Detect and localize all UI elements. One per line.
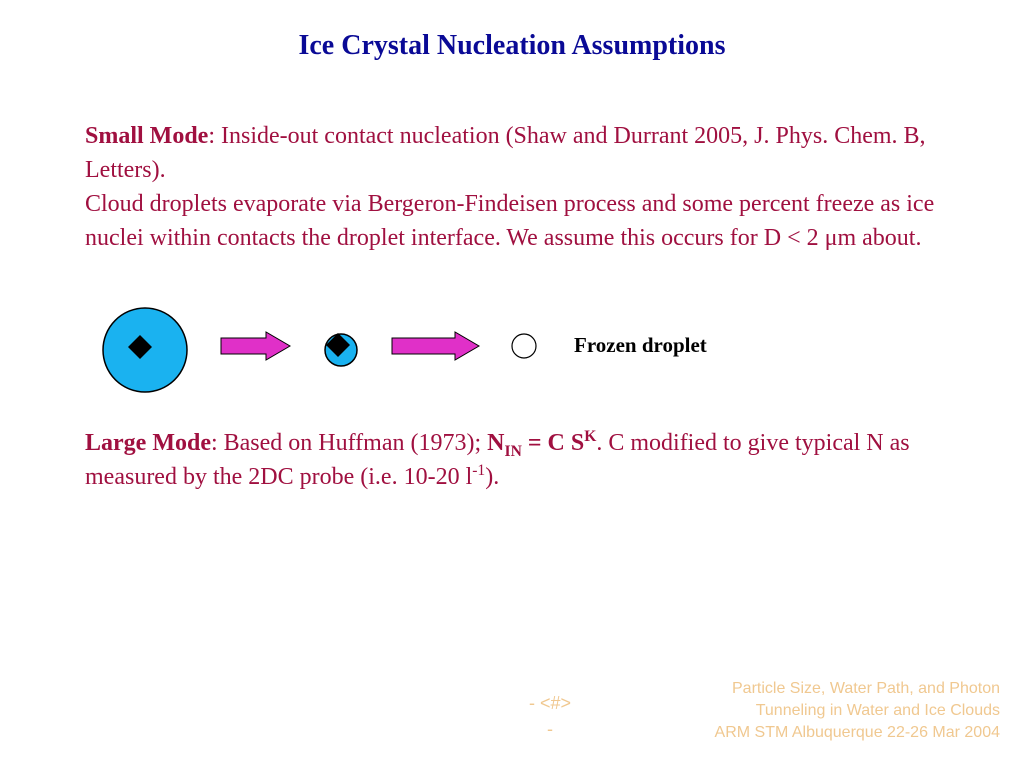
formula bbox=[487, 428, 597, 460]
formula-n: N bbox=[487, 430, 505, 456]
large-mode-label: Large Mode bbox=[85, 430, 211, 456]
small-mode-text: : Inside-out contact nucleation (Shaw and Durrant 2005, J. Phys. Chem. B, Letters). bbox=[85, 123, 926, 183]
small-mode-label: Small Mode bbox=[85, 123, 209, 149]
unit-exponent: -1 bbox=[472, 462, 486, 479]
large-mode-text-after: . C modified to give typical N as measured by the 2DC probe (i.e. 10-20 l bbox=[85, 430, 910, 490]
frozen-droplet-label: Frozen droplet bbox=[574, 333, 707, 357]
arrow-1 bbox=[221, 332, 290, 360]
nucleation-diagram bbox=[0, 300, 1024, 400]
large-mode-text-before: : Based on Huffman (1973); bbox=[210, 430, 488, 456]
arrow-2 bbox=[392, 332, 479, 360]
large-mode-text-end: ). bbox=[485, 464, 500, 490]
formula-equals: = C S bbox=[521, 430, 585, 456]
footer-info bbox=[715, 678, 1000, 744]
page-number bbox=[500, 690, 600, 742]
formula-n-subscript: IN bbox=[504, 442, 522, 460]
large-mode-paragraph bbox=[85, 426, 955, 494]
formula-exponent: K bbox=[584, 428, 597, 445]
footer-line: ARM STM Albuquerque 22-26 Mar 2004 bbox=[714, 724, 1000, 741]
slide-title: Ice Crystal Nucleation Assumptions bbox=[298, 30, 726, 61]
footer-line: Particle Size, Water Path, and Photon bbox=[732, 680, 1000, 697]
footer-line: Tunneling in Water and Ice Clouds bbox=[755, 702, 1000, 719]
frozen-droplet bbox=[512, 334, 536, 358]
small-mode-paragraph bbox=[85, 119, 955, 255]
small-mode-description: Cloud droplets evaporate via Bergeron-Findeisen process and some percent freeze as ice nuclei within contacts the droplet interface. We assume this occurs for D < 2 μm about. bbox=[85, 191, 935, 251]
page-number-line2: - bbox=[547, 719, 553, 739]
page-number-line1: - <#> bbox=[528, 693, 572, 713]
